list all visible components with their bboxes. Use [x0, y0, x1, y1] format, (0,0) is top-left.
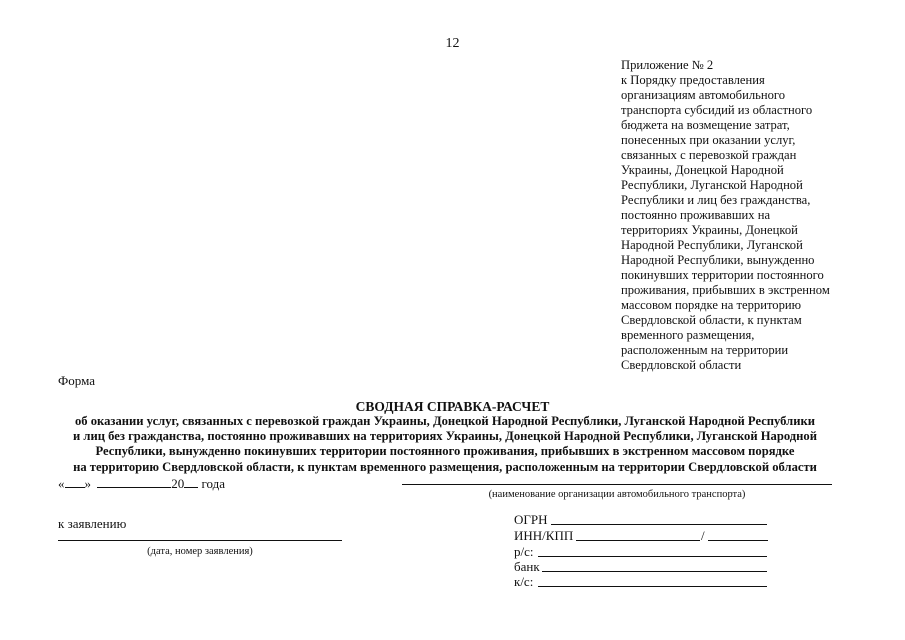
- day-blank[interactable]: [65, 486, 85, 488]
- subtitle-line: и лиц без гражданства, постоянно проживавших на территориях Украины, Донецкой Народной Республики, Луганской Народной: [73, 429, 817, 444]
- date-open-quote: «: [58, 476, 65, 491]
- appendix-line: бюджета на возмещение затрат,: [621, 118, 790, 132]
- rs-field[interactable]: [514, 544, 534, 560]
- appendix-line: территориях Украины, Донецкой: [621, 223, 798, 237]
- document-title: СВОДНАЯ СПРАВКА-РАСЧЕТ: [355, 399, 550, 414]
- appendix-line: Республики и лиц без гражданства,: [621, 193, 811, 207]
- appendix-block: [621, 58, 861, 373]
- appendix-line: расположенным на территории: [621, 343, 789, 357]
- appendix-line: организациям автомобильного: [621, 88, 786, 102]
- org-name-line[interactable]: [402, 484, 832, 485]
- appendix-line: Народной Республики, Луганской: [621, 238, 803, 252]
- date-close-quote: »: [84, 476, 91, 491]
- appendix-line: Народной Республики, вынужденно: [621, 253, 815, 267]
- appendix-line: массовом порядке на территорию: [621, 298, 802, 312]
- bank-field[interactable]: [514, 559, 540, 575]
- ks-label: к/с:: [514, 574, 534, 589]
- subtitle-line: на территорию Свердловской области, к пунктам временного размещения, расположенным на территории Свердловской области: [73, 459, 817, 474]
- bank-line[interactable]: [542, 571, 767, 572]
- ks-field[interactable]: [514, 574, 533, 590]
- appendix-line: покинувших территории постоянного: [621, 268, 824, 282]
- page-number: 12: [445, 36, 460, 51]
- ogrn-label: ОГРН: [514, 512, 548, 527]
- form-label: Форма: [58, 373, 95, 388]
- ks-line[interactable]: [538, 586, 767, 587]
- appendix-line: понесенных при оказании услуг,: [621, 133, 796, 147]
- date-field[interactable]: [58, 476, 225, 492]
- subtitle-line: об оказании услуг, связанных с перевозкой граждан Украины, Донецкой Народной Республики, Луганской Народной Республики: [74, 414, 815, 428]
- org-name-caption: (наименование организации автомобильного транспорта): [488, 489, 746, 500]
- appendix-line: Свердловской области: [621, 358, 742, 372]
- appendix-line: временного размещения,: [621, 328, 755, 342]
- year-suffix: года: [201, 476, 226, 491]
- document-subtitle: [40, 414, 850, 475]
- appendix-line: связанных с перевозкой граждан: [621, 148, 797, 162]
- application-label: к заявлению: [58, 516, 127, 531]
- inn-kpp-separator: /: [701, 528, 705, 543]
- application-caption: (дата, номер заявления): [147, 546, 253, 557]
- application-line[interactable]: [58, 540, 342, 541]
- inn-kpp-label: ИНН/КПП: [514, 528, 574, 543]
- appendix-line: постоянно проживавших на: [621, 208, 771, 222]
- appendix-line: Приложение № 2: [621, 58, 714, 72]
- ogrn-field[interactable]: [514, 512, 548, 528]
- rs-label: р/с:: [514, 544, 534, 559]
- bank-label: банк: [514, 559, 540, 574]
- ogrn-line[interactable]: [551, 524, 767, 525]
- kpp-line[interactable]: [708, 540, 768, 541]
- appendix-line: Свердловской области, к пунктам: [621, 313, 802, 327]
- year-blank[interactable]: [184, 486, 198, 488]
- inn-line[interactable]: [576, 540, 700, 541]
- appendix-line: Республики, Луганской Народной: [621, 178, 803, 192]
- inn-kpp-field[interactable]: [514, 528, 573, 544]
- month-blank[interactable]: [97, 486, 171, 488]
- year-prefix: 20: [171, 476, 185, 491]
- appendix-line: Украины, Донецкой Народной: [621, 163, 784, 177]
- subtitle-line: Республики, вынужденно покинувших территории постоянного проживания, прибывших в экстренном массовом порядке: [95, 444, 795, 459]
- appendix-line: транспорта субсидий из областного: [621, 103, 813, 117]
- rs-line[interactable]: [538, 556, 767, 557]
- appendix-line: проживания, прибывших в экстренном: [621, 283, 830, 297]
- appendix-line: к Порядку предоставления: [621, 73, 765, 87]
